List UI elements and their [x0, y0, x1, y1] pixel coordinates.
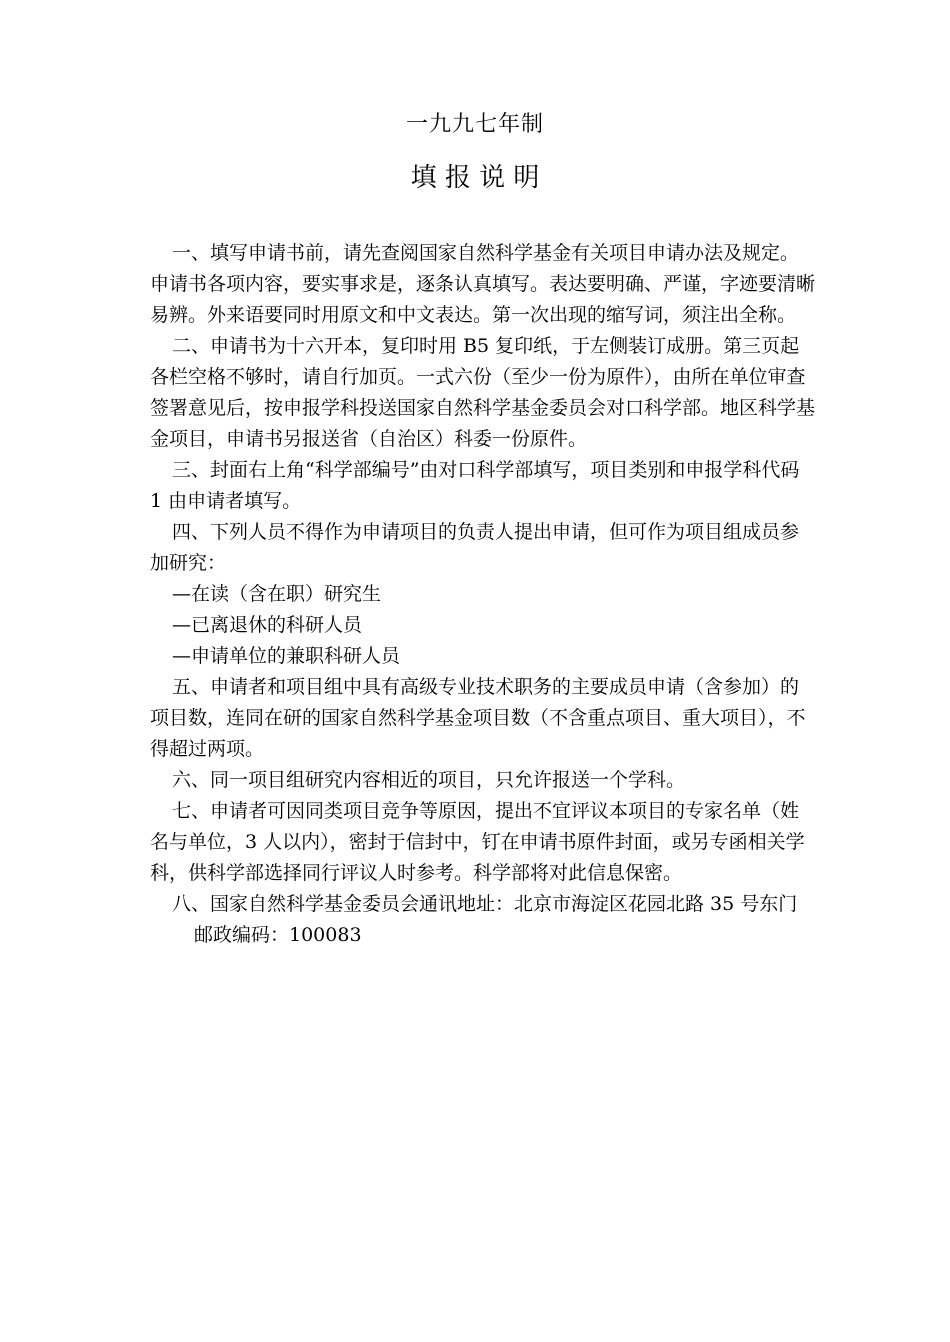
list-item: —申请单位的兼职科研人员 [172, 645, 401, 667]
instruction-paragraph-2: 二、申请书为十六开本，复印时用 B5 复印纸，于左侧装订成册。第三页起各栏空格不够时，请自行加页。一式六份（至少一份为原件），由所在单位审查签署意见后，按申报学科投送国家自然科学基金委员会对口科学部。地区科学基金项目，申请书另报送省（自治区）科委一份原件。 [150, 335, 816, 450]
page-title: 填 报 说 明 [410, 163, 540, 193]
instruction-paragraph-1: 一、填写申请书前，请先查阅国家自然科学基金有关项目申请办法及规定。申请书各项内容，要实事求是，逐条认真填写。表达要明确、严谨，字迹要清晰易辨。外来语要同时用原文和中文表达。第一次出现的缩写词，须注出全称。 [150, 242, 816, 326]
instruction-paragraph-8: 八、国家自然科学基金委员会通讯地址：北京市海淀区花园北路 35 号东门 [172, 893, 798, 915]
instruction-paragraph-4: 四、下列人员不得作为申请项目的负责人提出申请，但可作为项目组成员参加研究： [150, 521, 800, 574]
instruction-paragraph-6: 六、同一项目组研究内容相近的项目，只允许报送一个学科。 [172, 769, 686, 791]
postal-code: 邮政编码：100083 [194, 924, 362, 946]
list-item: —在读（含在职）研究生 [172, 583, 382, 605]
year-line: 一九九七年制 [405, 112, 544, 137]
instruction-paragraph-5: 五、申请者和项目组中具有高级专业技术职务的主要成员申请（含参加）的项目数，连同在研的国家自然科学基金项目数（不含重点项目、重大项目），不得超过两项。 [150, 676, 806, 760]
instruction-paragraph-7: 七、申请者可因同类项目竞争等原因，提出不宜评议本项目的专家名单（姓名与单位，3 人以内），密封于信封中，钉在申请书原件封面，或另专函相关学科，供科学部选择同行评议人时参考。科学部将对此信息保密。 [150, 800, 805, 884]
instruction-paragraph-3: 三、封面右上角“科学部编号”由对口科学部填写，项目类别和申报学科代码 1 由申请者填写。 [150, 459, 800, 512]
instructions-body [150, 238, 815, 951]
list-item: —已离退休的科研人员 [172, 614, 363, 636]
